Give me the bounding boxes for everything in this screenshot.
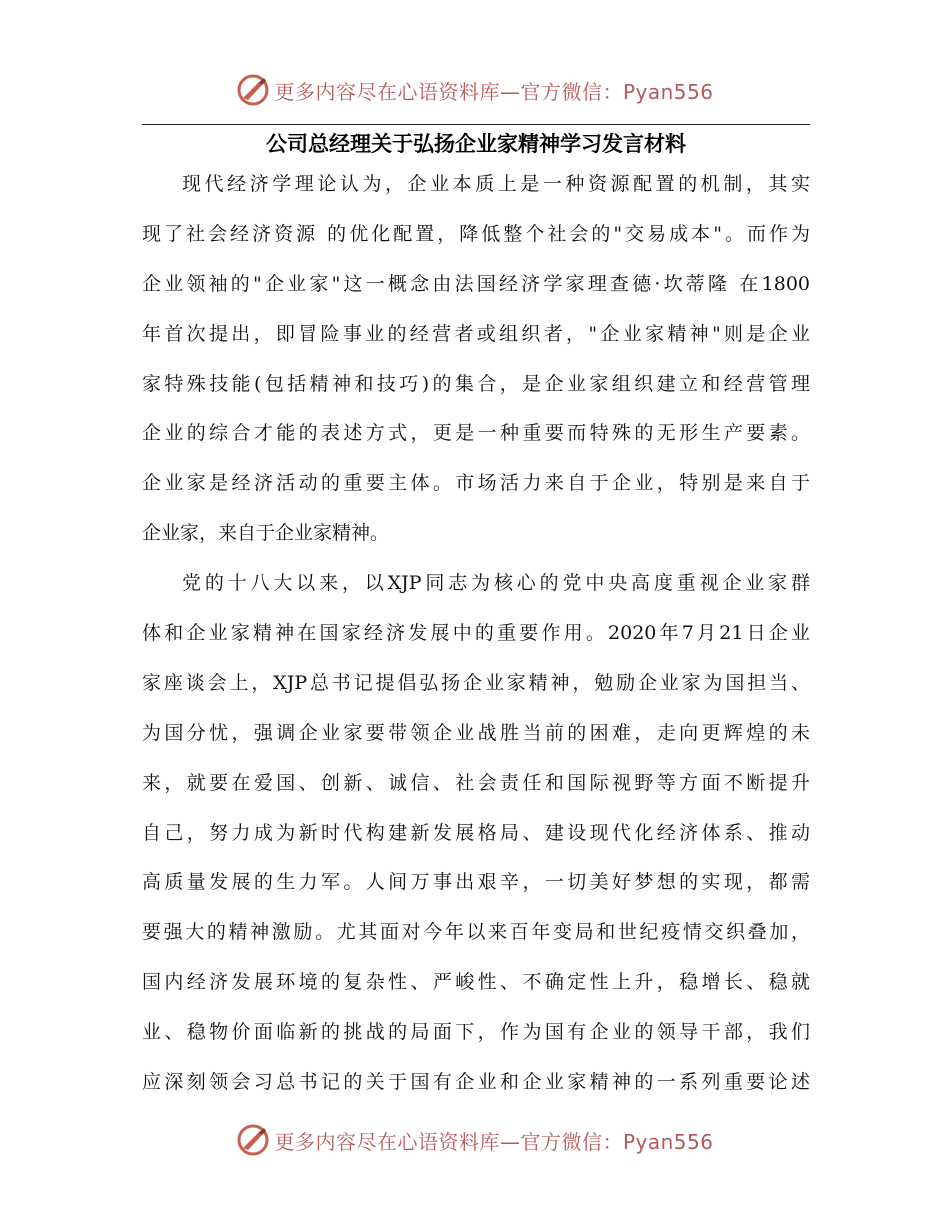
header-banner-text: 更多内容尽在心语资料库—官方微信：Pyan556 bbox=[274, 79, 714, 104]
title-divider bbox=[142, 124, 810, 125]
text-line: 现代经济学理论认为，企业本质上是一种资源配置的机制，其实 bbox=[182, 173, 810, 195]
text-line: 现了社会经济资源 的优化配置，降低整个社会的"交易成本"。而作为 bbox=[142, 222, 810, 245]
brush-logo-icon bbox=[236, 1123, 270, 1157]
text-line: 企业的综合才能的表述方式，更是一种重要而特殊的无形生产要素。 bbox=[142, 422, 810, 445]
text-line: 党的十八大以来，以XJP同志为核心的党中央高度重视企业家群 bbox=[182, 572, 810, 595]
text-line: 体和企业家精神在国家经济发展中的重要作用。2020年7月21日企业 bbox=[142, 622, 810, 645]
brush-logo-icon bbox=[236, 73, 270, 107]
text-line: 企业家是经济活动的重要主体。市场活力来自于企业，特别是来自于 bbox=[142, 472, 810, 495]
text-line: 年首次提出，即冒险事业的经营者或组织者，"企业家精神"则是企业 bbox=[142, 322, 810, 345]
text-line: 国内经济发展环境的复杂性、严峻性、不确定性上升，稳增长、稳就 bbox=[142, 971, 810, 994]
text-line: 企业家，来自于企业家精神。 bbox=[142, 522, 390, 545]
text-line: 应深刻领会习总书记的关于国有企业和企业家精神的一系列重要论述 bbox=[142, 1071, 810, 1094]
text-line: 为国分忧，强调企业家要带领企业战胜当前的困难，走向更辉煌的未 bbox=[142, 721, 810, 744]
header-banner bbox=[0, 70, 950, 110]
text-line: 高质量发展的生力军。人间万事出艰辛，一切美好梦想的实现，都需 bbox=[142, 871, 810, 894]
text-line: 企业领袖的"企业家"这一概念由法国经济学家理查德·坎蒂隆 在1800 bbox=[142, 272, 810, 295]
document-body bbox=[142, 160, 810, 1108]
text-line: 家座谈会上，XJP总书记提倡弘扬企业家精神，勉励企业家为国担当、 bbox=[142, 671, 810, 694]
text-line: 来，就要在爱国、创新、诚信、社会责任和国际视野等方面不断提升 bbox=[142, 771, 810, 794]
text-line: 业、稳物价面临新的挑战的局面下，作为国有企业的领导干部，我们 bbox=[142, 1021, 810, 1044]
footer-banner-text: 更多内容尽在心语资料库—官方微信：Pyan556 bbox=[274, 1129, 714, 1154]
document-title: 公司总经理关于弘扬企业家精神学习发言材料 bbox=[266, 132, 686, 156]
text-line: 要强大的精神激励。尤其面对今年以来百年变局和世纪疫情交织叠加， bbox=[142, 921, 810, 944]
footer-banner bbox=[0, 1120, 950, 1160]
text-line: 自己，努力成为新时代构建新发展格局、建设现代化经济体系、推动 bbox=[142, 821, 810, 844]
text-line: 家特殊技能(包括精神和技巧)的集合，是企业家组织建立和经营管理 bbox=[142, 372, 810, 395]
